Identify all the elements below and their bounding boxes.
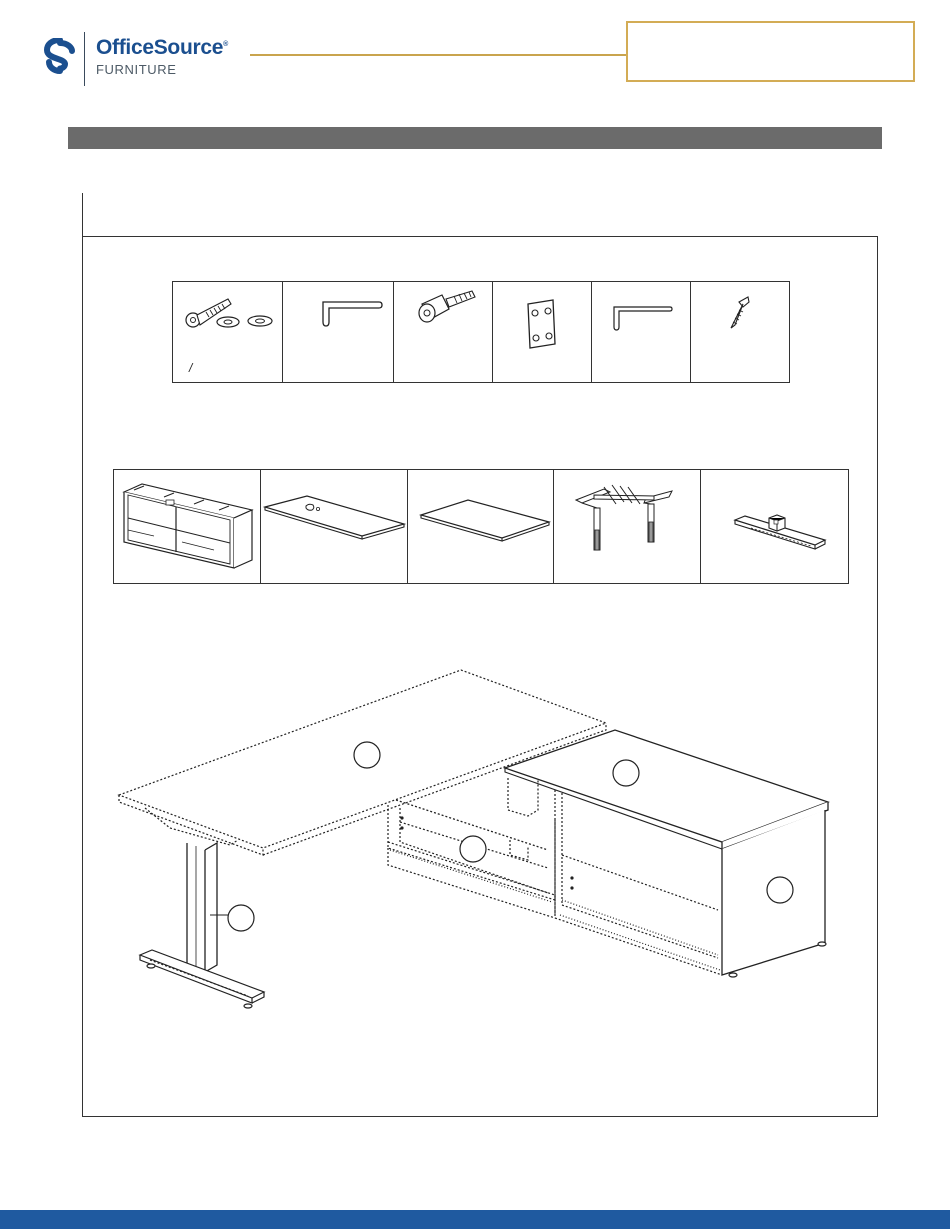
- l-shaped-desk-assembly-icon: [100, 655, 840, 1015]
- credenza-cabinet-icon: [114, 470, 260, 583]
- height-adjustable-frame-icon: [554, 470, 700, 583]
- hardware-cell-4: [493, 282, 592, 382]
- part-cell-1: [114, 470, 261, 583]
- left-margin-line: [82, 193, 83, 237]
- single-leg-foot-icon: [701, 470, 847, 583]
- footer-bar: [0, 1210, 950, 1229]
- wood-screw-icon: [691, 282, 789, 382]
- brand-subtitle: FURNITURE: [96, 62, 177, 77]
- part-cell-2: [261, 470, 408, 583]
- part-cell-5: [701, 470, 848, 583]
- hardware-cell-6: [691, 282, 789, 382]
- hardware-table: [172, 281, 790, 383]
- header-rule: [250, 54, 626, 56]
- header-info-box: [626, 21, 915, 82]
- officesource-logo-icon: [44, 38, 76, 74]
- hardware-cell-2: [283, 282, 394, 382]
- hardware-note: /: [189, 361, 193, 375]
- parts-table: [113, 469, 849, 584]
- section-title-bar: [68, 127, 882, 149]
- large-allen-key-icon: [283, 282, 394, 382]
- part-cell-4: [554, 470, 701, 583]
- desktop-top-with-grommet-icon: [261, 470, 407, 583]
- brand-name: OfficeSource®: [96, 36, 228, 59]
- hardware-cell-5: [592, 282, 691, 382]
- hardware-cell-3: [394, 282, 493, 382]
- mounting-plate-icon: [493, 282, 592, 382]
- return-top-icon: [408, 470, 554, 583]
- part-cell-3: [408, 470, 555, 583]
- registered-mark: ®: [223, 41, 228, 48]
- hardware-cell-1: [173, 282, 283, 382]
- brand-logo: [44, 30, 244, 88]
- logo-divider: [84, 32, 85, 86]
- small-allen-key-icon: [592, 282, 691, 382]
- socket-head-bolt-icon: [394, 282, 493, 382]
